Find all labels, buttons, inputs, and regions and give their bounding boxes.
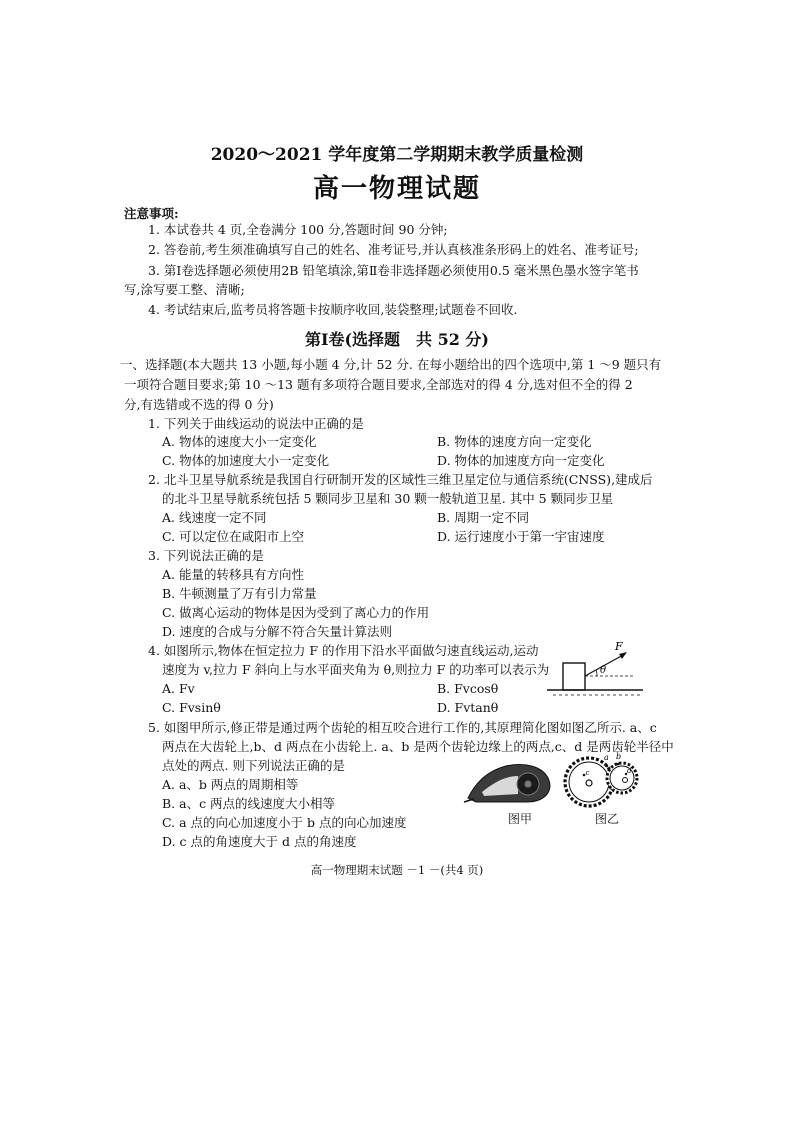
notes-heading: 注意事项: [124,206,179,221]
q5-option-b: B. a、c 两点的线速度大小相等 [162,796,336,811]
point-b [617,763,620,766]
note-2: 2. 答卷前,考生须准确填写自己的姓名、准考证号,并认真核准条形码上的姓名、准考证号; [148,242,639,257]
q1-stem: 1. 下列关于曲线运动的说法中正确的是 [148,416,364,431]
q4-stem-line-2: 速度为 v,拉力 F 斜向上与水平面夹角为 θ,则拉力 F 的功率可以表示为 [162,662,550,677]
q3-option-b: B. 牛顿测量了万有引力常量 [162,586,317,601]
caption-figure-jia: 图甲 [508,812,533,826]
q4-force-diagram [545,640,645,698]
q5-option-a: A. a、b 两点的周期相等 [162,777,299,792]
label-d: d [627,767,632,775]
q4-option-a: A. Fv [162,681,195,696]
q2-option-a: A. 线速度一定不同 [162,510,267,525]
large-gear-teeth [565,758,613,806]
block [563,663,585,690]
note-3-line-1: 3. 第Ⅰ卷选择题必须使用2B 铅笔填涂,第Ⅱ卷非选择题必须使用0.5 毫米黑色墨水签字笔书 [148,263,639,278]
q3-stem: 3. 下列说法正确的是 [148,548,264,563]
q2-option-b: B. 周期一定不同 [437,510,530,525]
caption-figure-yi: 图乙 [595,812,620,826]
angle-arc [596,670,597,676]
q1-option-c: C. 物体的加速度大小一定变化 [162,453,330,468]
q5-stem-line-2: 两点在大齿轮上,b、d 两点在小齿轮上. a、b 是两个齿轮边缘上的两点,c、d 是两齿轮半径中 [162,739,674,754]
q2-option-c: C. 可以定位在咸阳市上空 [162,529,305,544]
section-intro-line-2: 一项符合题目要求;第 10 ～13 题有多项符合题目要求,全部选对的得 4 分,选对但不全的得 2 [124,377,633,392]
gears-diagram [562,752,642,810]
point-a [606,765,609,768]
correction-tape-photo [462,758,557,806]
note-4: 4. 考试结束后,监考员将答题卡按顺序收回,装袋整理;试题卷不回收. [148,302,518,317]
q2-stem-line-1: 2. 北斗卫星导航系统是我国自行研制开发的区域性三维卫星定位与通信系统(CNSS),建成后 [148,472,653,487]
q1-option-b: B. 物体的速度方向一定变化 [437,434,592,449]
force-arrowhead [619,652,627,659]
q3-option-d: D. 速度的合成与分解不符合矢量计算法则 [162,624,393,639]
angle-label: θ [600,665,607,676]
q1-option-a: A. 物体的速度大小一定变化 [162,434,317,449]
label-b: b [616,752,622,761]
q5-stem-line-3: 点处的两点. 则下列说法正确的是 [162,758,345,773]
section-title: 第Ⅰ卷(选择题 共 52 分) [304,330,490,349]
q3-option-c: C. 做离心运动的物体是因为受到了离心力的作用 [162,605,430,620]
section-intro-line-3: 分,有选错或不选的得 0 分) [124,397,274,412]
page-footer: 高一物理期末试题 －1 －(共4 页) [310,863,484,877]
small-gear-teeth [607,763,637,793]
q1-option-d: D. 物体的加速度方向一定变化 [437,453,605,468]
q5-stem-line-1: 5. 如图甲所示,修正带是通过两个齿轮的相互咬合进行工作的,其原理简化图如图乙所示. a、c [148,720,657,735]
tape-hub [525,781,532,788]
subject-title: 高一物理试题 [312,174,481,204]
q4-option-c: C. Fvsinθ [162,700,221,715]
exam-title: 2020～2021 学年度第二学期期末教学质量检测 [210,145,584,165]
q4-stem-line-1: 4. 如图所示,物体在恒定拉力 F 的作用下沿水平面做匀速直线运动,运动 [148,643,539,658]
q4-option-b: B. Fvcosθ [437,681,499,696]
note-1: 1. 本试卷共 4 页,全卷满分 100 分,答题时间 90 分钟; [148,222,448,237]
label-a: a [604,753,609,762]
note-3-line-2: 写,涂写要工整、清晰; [124,282,245,297]
section-intro-line-1: 一、选择题(本大题共 13 小题,每小题 4 分,计 52 分. 在每小题给出的四个选项中,第 1 ～9 题只有 [120,357,662,372]
q4-option-d: D. Fvtanθ [437,700,499,715]
q2-stem-line-2: 的北斗卫星导航系统包括 5 颗同步卫星和 30 颗一般轨道卫星. 其中 5 颗同步卫星 [162,491,614,506]
q5-option-d: D. c 点的角速度大于 d 点的角速度 [162,834,357,849]
force-label: F [615,640,623,653]
q3-option-a: A. 能量的转移具有方向性 [162,567,304,582]
label-c: c [585,769,590,777]
q5-option-c: C. a 点的向心加速度小于 b 点的向心加速度 [162,815,407,830]
q2-option-d: D. 运行速度小于第一宇宙速度 [437,529,605,544]
